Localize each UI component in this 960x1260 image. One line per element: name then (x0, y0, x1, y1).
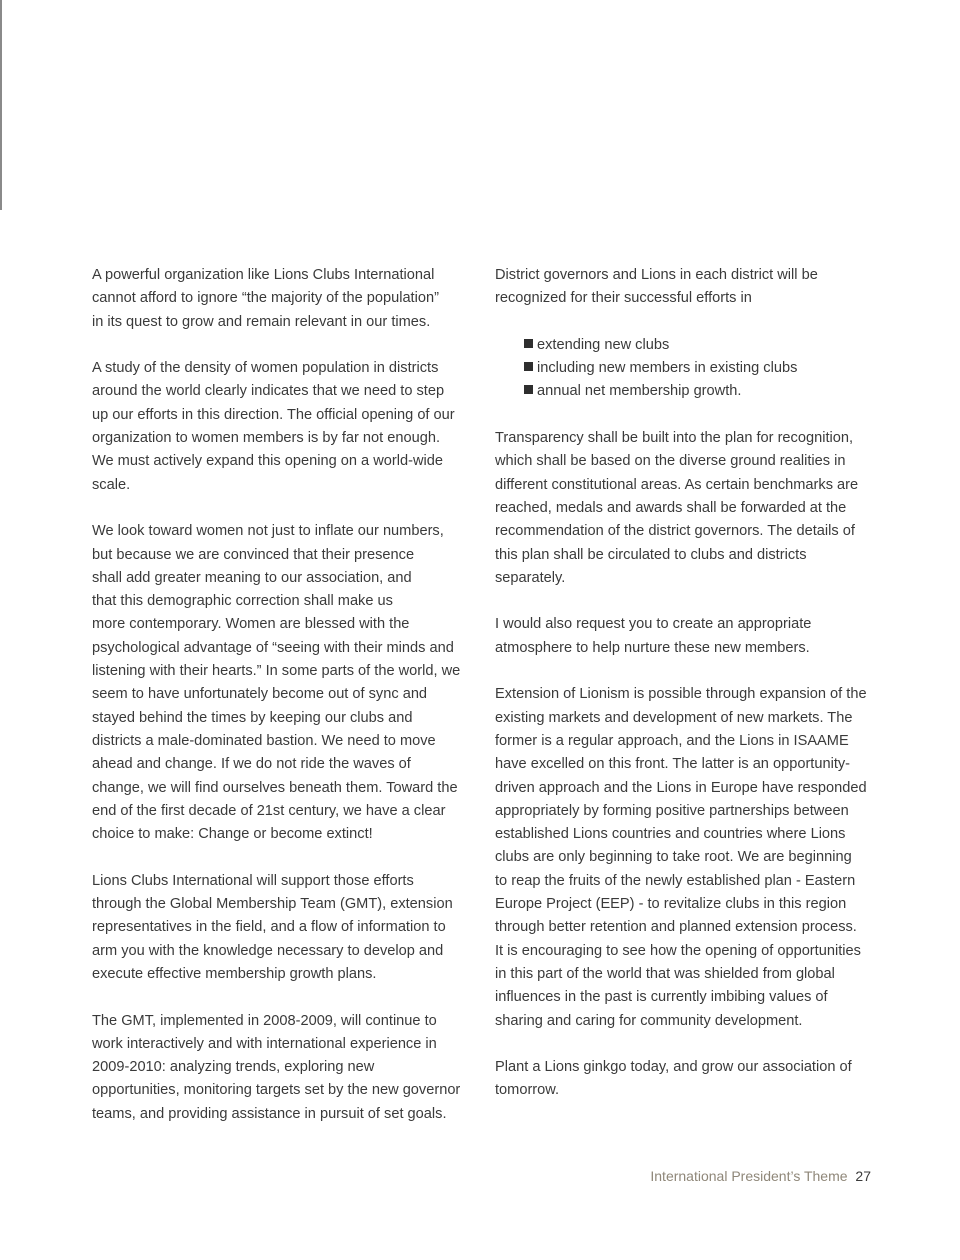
recognition-bullet-list (495, 334, 880, 404)
intro-paragraph: District governors and Lions in each district will be recognized for their successful efforts in (495, 267, 818, 307)
square-bullet-icon (524, 339, 533, 348)
paragraph: Transparency shall be built into the plan for recognition, which shall be based on the diverse ground realities in different constitutional areas. As certain benchmarks are reached, medals and awards shall be forwarded at the recommendation of the district governors. The details of this plan shall be circulated to clubs and districts separately. (495, 430, 859, 586)
footer-section-title: International President’s Theme (650, 1168, 848, 1184)
paragraph: Lions Clubs International will support those efforts through the Global Membership Team (GMT), extension representatives in the field, and a flow of information to arm you with the knowledge necessary to develop and execute effective membership growth plans. (92, 872, 453, 982)
list-item-text: extending new clubs (537, 336, 670, 353)
paragraph: The GMT, implemented in 2008-2009, will continue to work interactively and with international experience in 2009-2010: analyzing trends, exploring new opportunities, monitoring targets set by the new governor teams, and providing assistance in pursuit of set goals. (92, 1012, 461, 1122)
paragraph: Plant a Lions ginkgo today, and grow our association of tomorrow. (495, 1059, 852, 1099)
page-number: 27 (855, 1168, 871, 1184)
list-item-text: annual net membership growth. (537, 383, 742, 400)
square-bullet-icon (524, 385, 533, 394)
left-text-column (92, 264, 474, 1149)
square-bullet-icon (524, 362, 533, 371)
paragraph: A study of the density of women population in districts around the world clearly indicates that we need to step up our efforts in this direction. The official opening of our organization to women members is by far not enough. We must actively expand this opening on a world-wide scale. (92, 360, 455, 493)
list-item (524, 380, 880, 403)
paragraph: Extension of Lionism is possible through expansion of the existing markets and development of new markets. The former is a regular approach, and the Lions in ISAAME have excelled on this front. The latter is an opportunity- driven approach and the Lions in Europe have responded appropriately by forming positive partnerships between established Lions countries and countries where Lions clubs are only beginning to take root. We are beginning to reap the fruits of the newly established plan - Eastern Europe Project (EEP) - to revitalize clubs in this region through better retention and planned extension process. It is encouraging to see how the opening of opportunities in this part of the world that was shielded from global influences in the past is currently imbibing values of sharing and caring for community development. (495, 686, 867, 1029)
paragraph: I would also request you to create an appropriate atmosphere to help nurture these new members. (495, 616, 812, 656)
list-item (524, 357, 880, 380)
paragraph: We look toward women not just to inflate our numbers, but because we are convinced that their presence shall add greater meaning to our association, and that this demographic correction shall make us more contemporary. Women are blessed with the psychological advantage of “seeing with their minds and listening with their hearts.” In some parts of the world, we seem to have unfortunately become out of sync and stayed behind the times by keeping our clubs and districts a male-dominated bastion. We need to move ahead and change. If we do not ride the waves of change, we will find ourselves beneath them. Toward the end of the first decade of 21st century, we have a clear choice to make: Change or become extinct! (92, 523, 461, 843)
right-text-column (495, 264, 880, 1126)
page-footer (650, 1168, 871, 1184)
list-item (524, 334, 880, 357)
list-item-text: including new members in existing clubs (537, 360, 798, 377)
page-edge-divider (0, 0, 2, 210)
paragraph: A powerful organization like Lions Clubs International cannot afford to ignore “the majority of the population” in its quest to grow and remain relevant in our times. (92, 267, 439, 330)
